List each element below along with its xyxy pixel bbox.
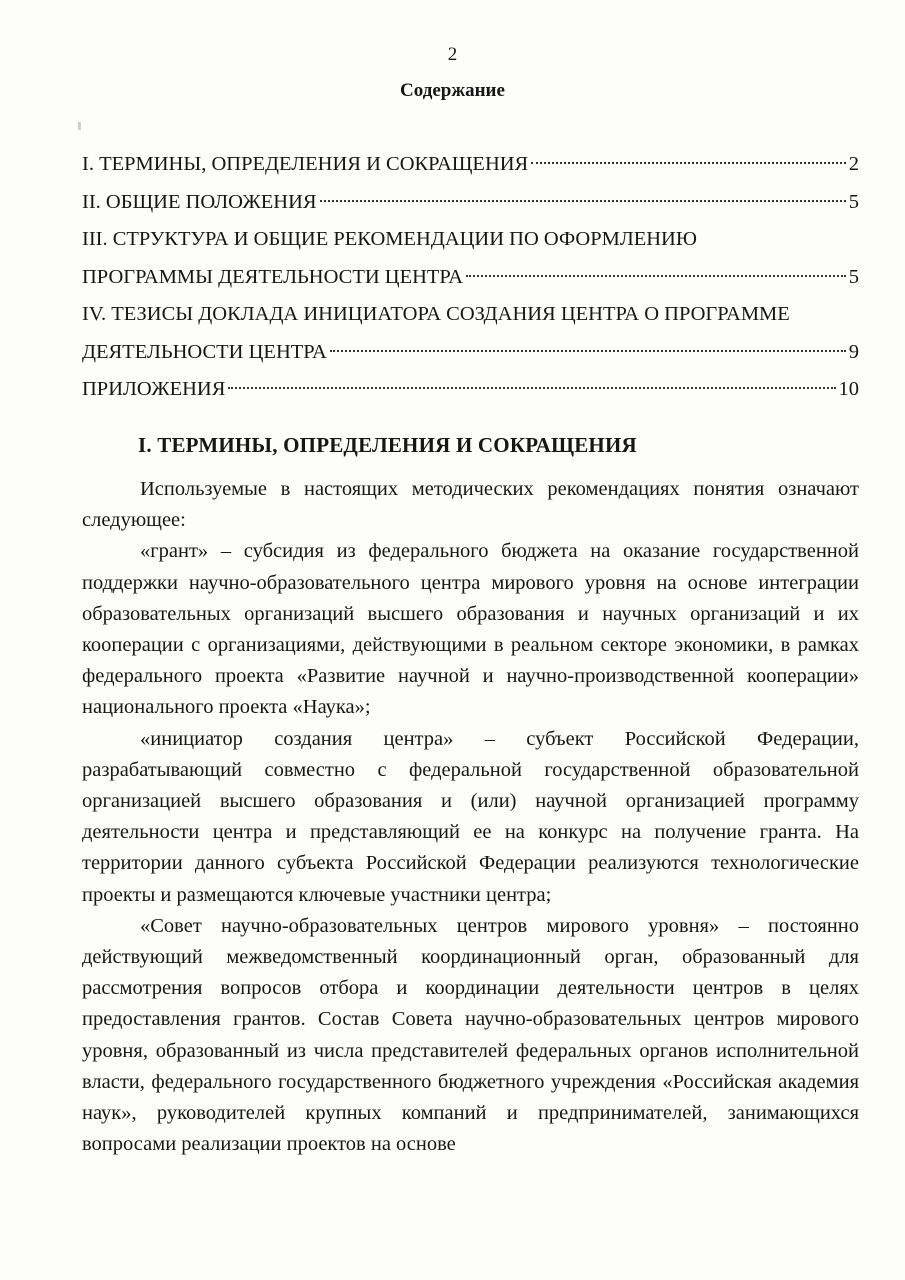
toc-entry-text: II. ОБЩИЕ ПОЛОЖЕНИЯ xyxy=(82,190,317,213)
toc-leader-dots xyxy=(228,387,835,389)
toc-leader-dots xyxy=(531,162,846,164)
table-of-contents xyxy=(82,146,859,409)
toc-entry-text: I. ТЕРМИНЫ, ОПРЕДЕЛЕНИЯ И СОКРАЩЕНИЯ xyxy=(82,153,529,175)
page-number: 2 xyxy=(447,44,458,65)
scan-artifact xyxy=(78,122,81,130)
toc-entry-page: 2 xyxy=(848,153,859,175)
toc-entry-3-line-2[interactable] xyxy=(82,259,859,297)
toc-entry-3-line-1[interactable] xyxy=(82,221,859,259)
toc-entry-4-line-1[interactable] xyxy=(82,296,859,334)
toc-entry-page: 5 xyxy=(848,190,859,213)
section-heading: I. ТЕРМИНЫ, ОПРЕДЕЛЕНИЯ И СОКРАЩЕНИЯ xyxy=(138,433,637,457)
toc-entry-2[interactable] xyxy=(82,184,859,222)
paragraph-intro: Используемые в настоящих методических рекомендациях понятия означают следующее: xyxy=(82,478,859,532)
paragraph-grant: «грант» – субсидия из федерального бюджета на оказание государственной поддержки научно-образовательного центра мирового уровня на основе интеграции образовательных организаций высшего образования и научных организаций и их кооперации с организациями, действующими в реальном секторе экономики, в рамках федерального проекта «Развитие научной и научно-производственной кооперации» национального проекта «Наука»; xyxy=(82,540,859,719)
toc-leader-dots xyxy=(330,350,846,352)
toc-leader-dots xyxy=(466,275,846,277)
toc-entry-page: 5 xyxy=(848,265,859,288)
toc-entry-text: IV. ТЕЗИСЫ ДОКЛАДА ИНИЦИАТОРА СОЗДАНИЯ ЦЕНТРА О ПРОГРАММЕ xyxy=(82,303,790,325)
paragraph-initiator: «инициатор создания центра» – субъект Российской Федерации, разрабатывающий совместно с федеральной государственной образовательной организацией высшего образования и (или) научной организацией программу деятельности центра и представляющий ее на конкурс на получение гранта. На территории данного субъекта Российской Федерации реализуются технологические проекты и размещаются ключевые участники центра; xyxy=(82,727,859,906)
toc-entry-4-line-2[interactable] xyxy=(82,334,859,372)
toc-entry-text: ПРОГРАММЫ ДЕЯТЕЛЬНОСТИ ЦЕНТРА xyxy=(82,265,464,288)
toc-entry-text: III. СТРУКТУРА И ОБЩИЕ РЕКОМЕНДАЦИИ ПО ОФОРМЛЕНИЮ xyxy=(82,228,697,250)
toc-entry-page: 9 xyxy=(848,340,859,363)
paragraph-council: «Совет научно-образовательных центров мирового уровня» – постоянно действующий межведомственный координационный орган, образованный для рассмотрения вопросов отбора и координации деятельности центров в целях предоставления грантов. Состав Совета научно-образовательных центров мирового уровня, образованный из числа представителей федеральных органов исполнительной власти, федерального государственного бюджетного учреждения «Российская академия наук», руководителей крупных компаний и предпринимателей, занимающихся вопросами реализации проектов на основе xyxy=(82,914,859,1156)
toc-entry-page: 10 xyxy=(838,378,859,400)
toc-entry-text: ПРИЛОЖЕНИЯ xyxy=(82,378,226,400)
toc-entry-text: ДЕЯТЕЛЬНОСТИ ЦЕНТРА xyxy=(82,340,327,363)
toc-title: Содержание xyxy=(400,80,505,101)
toc-entry-5[interactable] xyxy=(82,371,859,409)
toc-entry-1[interactable] xyxy=(82,146,859,184)
toc-leader-dots xyxy=(320,200,846,202)
section-body xyxy=(82,474,859,1160)
